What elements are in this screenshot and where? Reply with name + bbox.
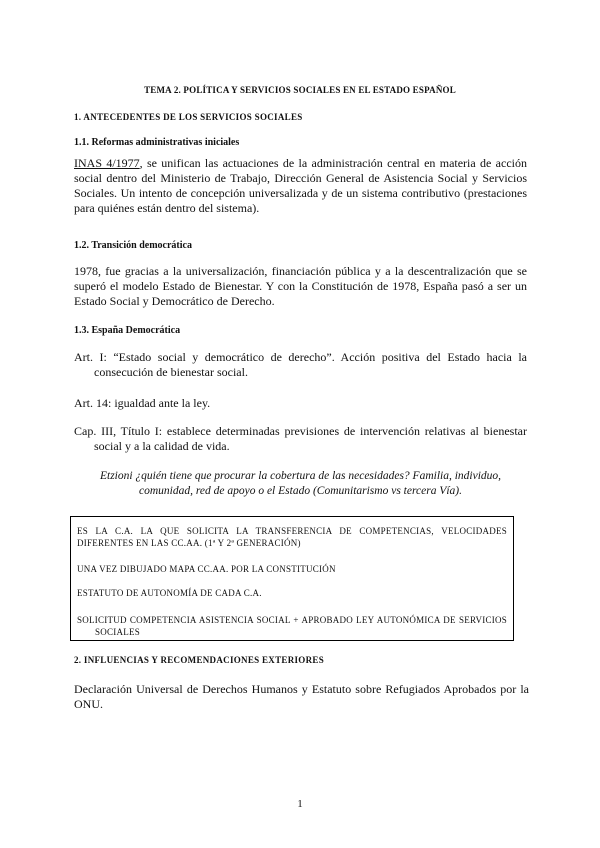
section-1-heading: 1. ANTECEDENTES DE LOS SERVICIOS SOCIALES (74, 112, 303, 122)
box-line-1: ES LA C.A. LA QUE SOLICITA LA TRANSFERENCIA DE COMPETENCIAS, VELOCIDADES DIFERENTES EN LAS CC.AA. (1ª Y 2ª GENERACIÓN) (77, 526, 507, 548)
page-title: TEMA 2. POLÍTICA Y SERVICIOS SOCIALES EN EL ESTADO ESPAÑOL (144, 85, 456, 95)
etzioni-quote: Etzioni ¿quién tiene que procurar la cobertura de las necesidades? Familia, individuo, comunidad, red de apoyo o el Estado (Comunitarismo vs tercera Vía). (99, 470, 502, 497)
section-2-heading: 2. INFLUENCIAS Y RECOMENDACIONES EXTERIORES (74, 655, 325, 665)
subsection-1-1-paragraph (74, 156, 527, 216)
chapter-3-item: Cap. III, Título I: establece determinadas previsiones de intervención relativas al bienestar social y a la calidad de vida. (74, 424, 527, 453)
competencies-box (70, 516, 514, 641)
box-line-3: ESTATUTO DE AUTONOMÍA DE CADA C.A. (77, 588, 262, 598)
page-number: 1 (297, 798, 303, 810)
subsection-1-2-paragraph: 1978, fue gracias a la universalización, financiación pública y a la descentralización que se superó el modelo Estado de Bienestar. Y con la Constitución de 1978, España pasó a ser un Estado Social y Democrático de Derecho. (74, 264, 527, 308)
section-2-paragraph: Declaración Universal de Derechos Humanos y Estatuto sobre Refugiados Aprobados por la ONU. (74, 682, 529, 711)
subsection-1-1-text: , se unifican las actuaciones de la administración central en materia de acción social dentro del Ministerio de Trabajo, Dirección General de Asistencia Social y Servicios Sociales. Un intento de concepción universalizada y de un sistema contributivo (prestaciones para quiénes están dentro del sistema). (74, 156, 527, 215)
box-line-4: SOLICITUD COMPETENCIA ASISTENCIA SOCIAL + APROBADO LEY AUTONÓMICA DE SERVICIOS SOCIALES (77, 615, 507, 637)
subsection-1-1-heading: 1.1. Reformas administrativas iniciales (74, 137, 240, 148)
box-line-2: UNA VEZ DIBUJADO MAPA CC.AA. POR LA CONSTITUCIÓN (77, 564, 336, 574)
inas-link[interactable]: INAS 4/1977 (74, 156, 140, 170)
article-1-item: Art. I: “Estado social y democrático de derecho”. Acción positiva del Estado hacia la consecución de bienestar social. (74, 350, 527, 379)
subsection-1-3-heading: 1.3. España Democrática (74, 325, 181, 336)
subsection-1-2-heading: 1.2. Transición democrática (74, 240, 192, 251)
article-14-item: Art. 14: igualdad ante la ley. (74, 396, 211, 410)
